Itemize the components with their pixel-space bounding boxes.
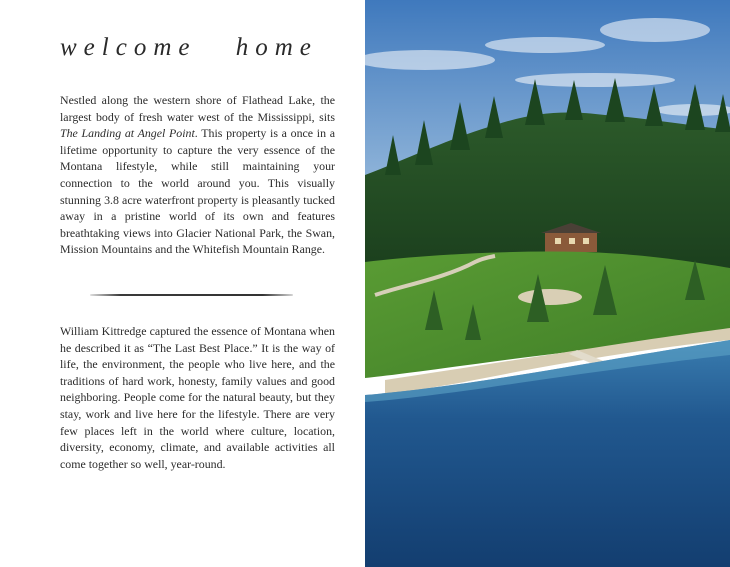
lakeshore-photo [365, 0, 730, 567]
intro-paragraph [60, 92, 335, 258]
intro-text-end: . This property is a once in a lifetime opportunity to capture the very essence of the Montana lifestyle, while still maintaining your connection to the world around you. This visually stunning 3.8 acre waterfront property is pleasantly tucked away in a pristine world of its own and features breathtaking views into Glacier National Park, the Swan, Mission Mountains and the Whitefish Mountain Range. [60, 126, 335, 257]
intro-text-start: Nestled along the western shore of Flathead Lake, the largest body of fresh water west of the Mississippi, sits [60, 93, 335, 124]
property-name: The Landing at Angel Point [60, 126, 195, 141]
lakeshore-photo-illustration [365, 0, 730, 567]
kittredge-paragraph: William Kittredge captured the essence of Montana when he described it as “The Last Best Place.” It is the way of life, the environment, the people who live here, and the traditions of hard work, honesty, family values and good neighboring. People come for the natural beauty, but they stay, work and live here for the lifestyle. There are very few places left in the world where culture, location, diversity, economy, climate, and available activities all come together so well, year-round. [60, 324, 335, 471]
section-divider [90, 294, 293, 296]
page-heading: welcome home [60, 34, 318, 61]
